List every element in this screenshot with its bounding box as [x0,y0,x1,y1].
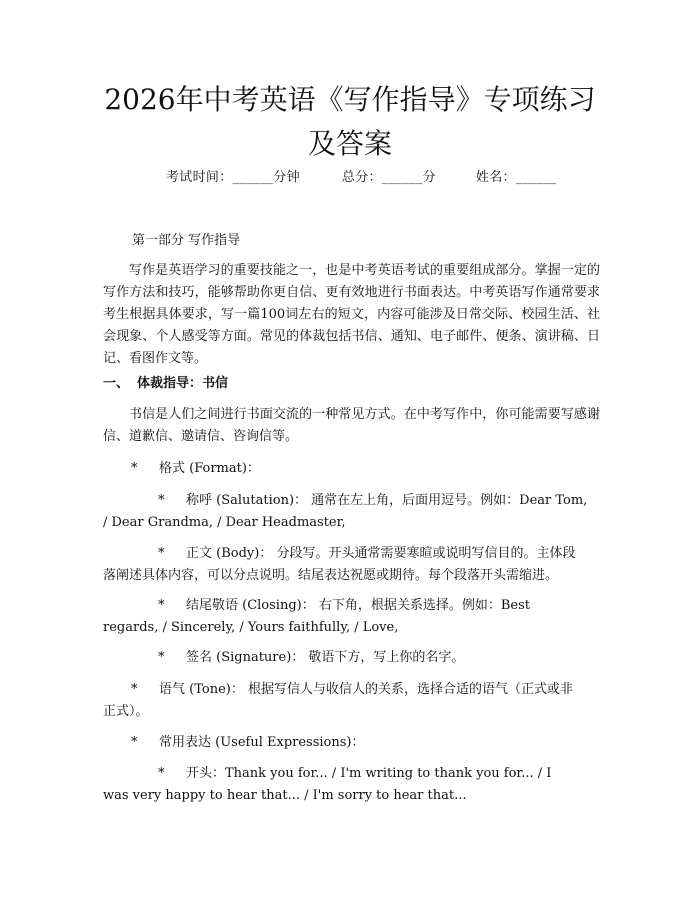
bullet-format [131,458,260,480]
document-title: 2026年中考英语《写作指导》专项练习及答案 [104,83,596,160]
tone-text-cont: 正式）。 [103,704,149,719]
bullet-tone [103,679,600,723]
bullet-star: * [131,735,138,750]
useful-expressions-text: 常用表达 (Useful Expressions)： [159,735,365,750]
exam-meta [166,168,557,188]
bullet-salutation [103,490,600,534]
salutation-text: 称呼 (Salutation)： 通常在左上角，后面用逗号。例如：Dear Tom, [186,493,588,508]
tone-text: 语气 (Tone)： 根据写信人与收信人的关系，选择合适的语气（正式或非 [159,682,573,697]
salutation-text-cont: / Dear Grandma, / Dear Headmaster, [103,515,346,530]
bullet-star: * [131,461,138,476]
opening-text: 开头：Thank you for... / I'm writing to thank you for... / I [186,766,552,781]
bullet-star: * [158,598,165,613]
closing-text-cont: regards, / Sincerely, / Yours faithfully, / Love, [103,620,399,635]
section-number: 一、 [103,376,130,391]
part-heading: 第一部分 写作指导 [132,233,241,248]
intro-paragraph: 写作是英语学习的重要技能之一，也是中考英语考试的重要组成部分。掌握一定的写作方法和技巧，能够帮助你更自信、更有效地进行书面表达。中考英语写作通常要求考生根据具体要求，写一篇100词左右的短文，内容可能涉及日常交际、校园生活、社会现象、个人感受等方面。常见的体裁包括书信、通知、电子邮件、便条、演讲稿、日记、看图作文等。 [103,263,600,366]
body-text: 正文 (Body)： 分段写。开头通常需要寒暄或说明写信目的。主体段 [186,546,576,561]
bullet-signature [158,647,464,669]
total-score-label: 总分：______分 [341,170,436,185]
signature-text: 签名 (Signature)： 敬语下方，写上你的名字。 [186,650,465,665]
bullet-format-text: 格式 (Format)： [159,461,260,476]
bullet-body [103,543,600,587]
bullet-opening [103,763,600,807]
section-title: 体裁指导：书信 [137,376,229,391]
bullet-star: * [158,650,165,665]
closing-text: 结尾敬语 (Closing)： 右下角，根据关系选择。例如：Best [186,598,531,613]
section-description: 书信是人们之间进行书面交流的一种常见方式。在中考写作中，你可能需要写感谢信、道歉信、邀请信、咨询信等。 [103,407,600,444]
bullet-closing [103,595,600,639]
name-label: 姓名：______ [475,170,557,185]
bullet-star: * [158,493,165,508]
exam-time-label: 考试时间：______分钟 [166,170,300,185]
body-text-cont: 落阐述具体内容，可以分点说明。结尾表达祝愿或期待。每个段落开头需缩进。 [103,568,559,583]
bullet-useful-expressions [131,732,365,754]
section-heading [103,374,228,394]
bullet-star: * [158,766,165,781]
bullet-star: * [158,546,165,561]
bullet-star: * [131,682,138,697]
opening-text-cont: was very happy to hear that... / I'm sorry to hear that... [103,788,467,803]
